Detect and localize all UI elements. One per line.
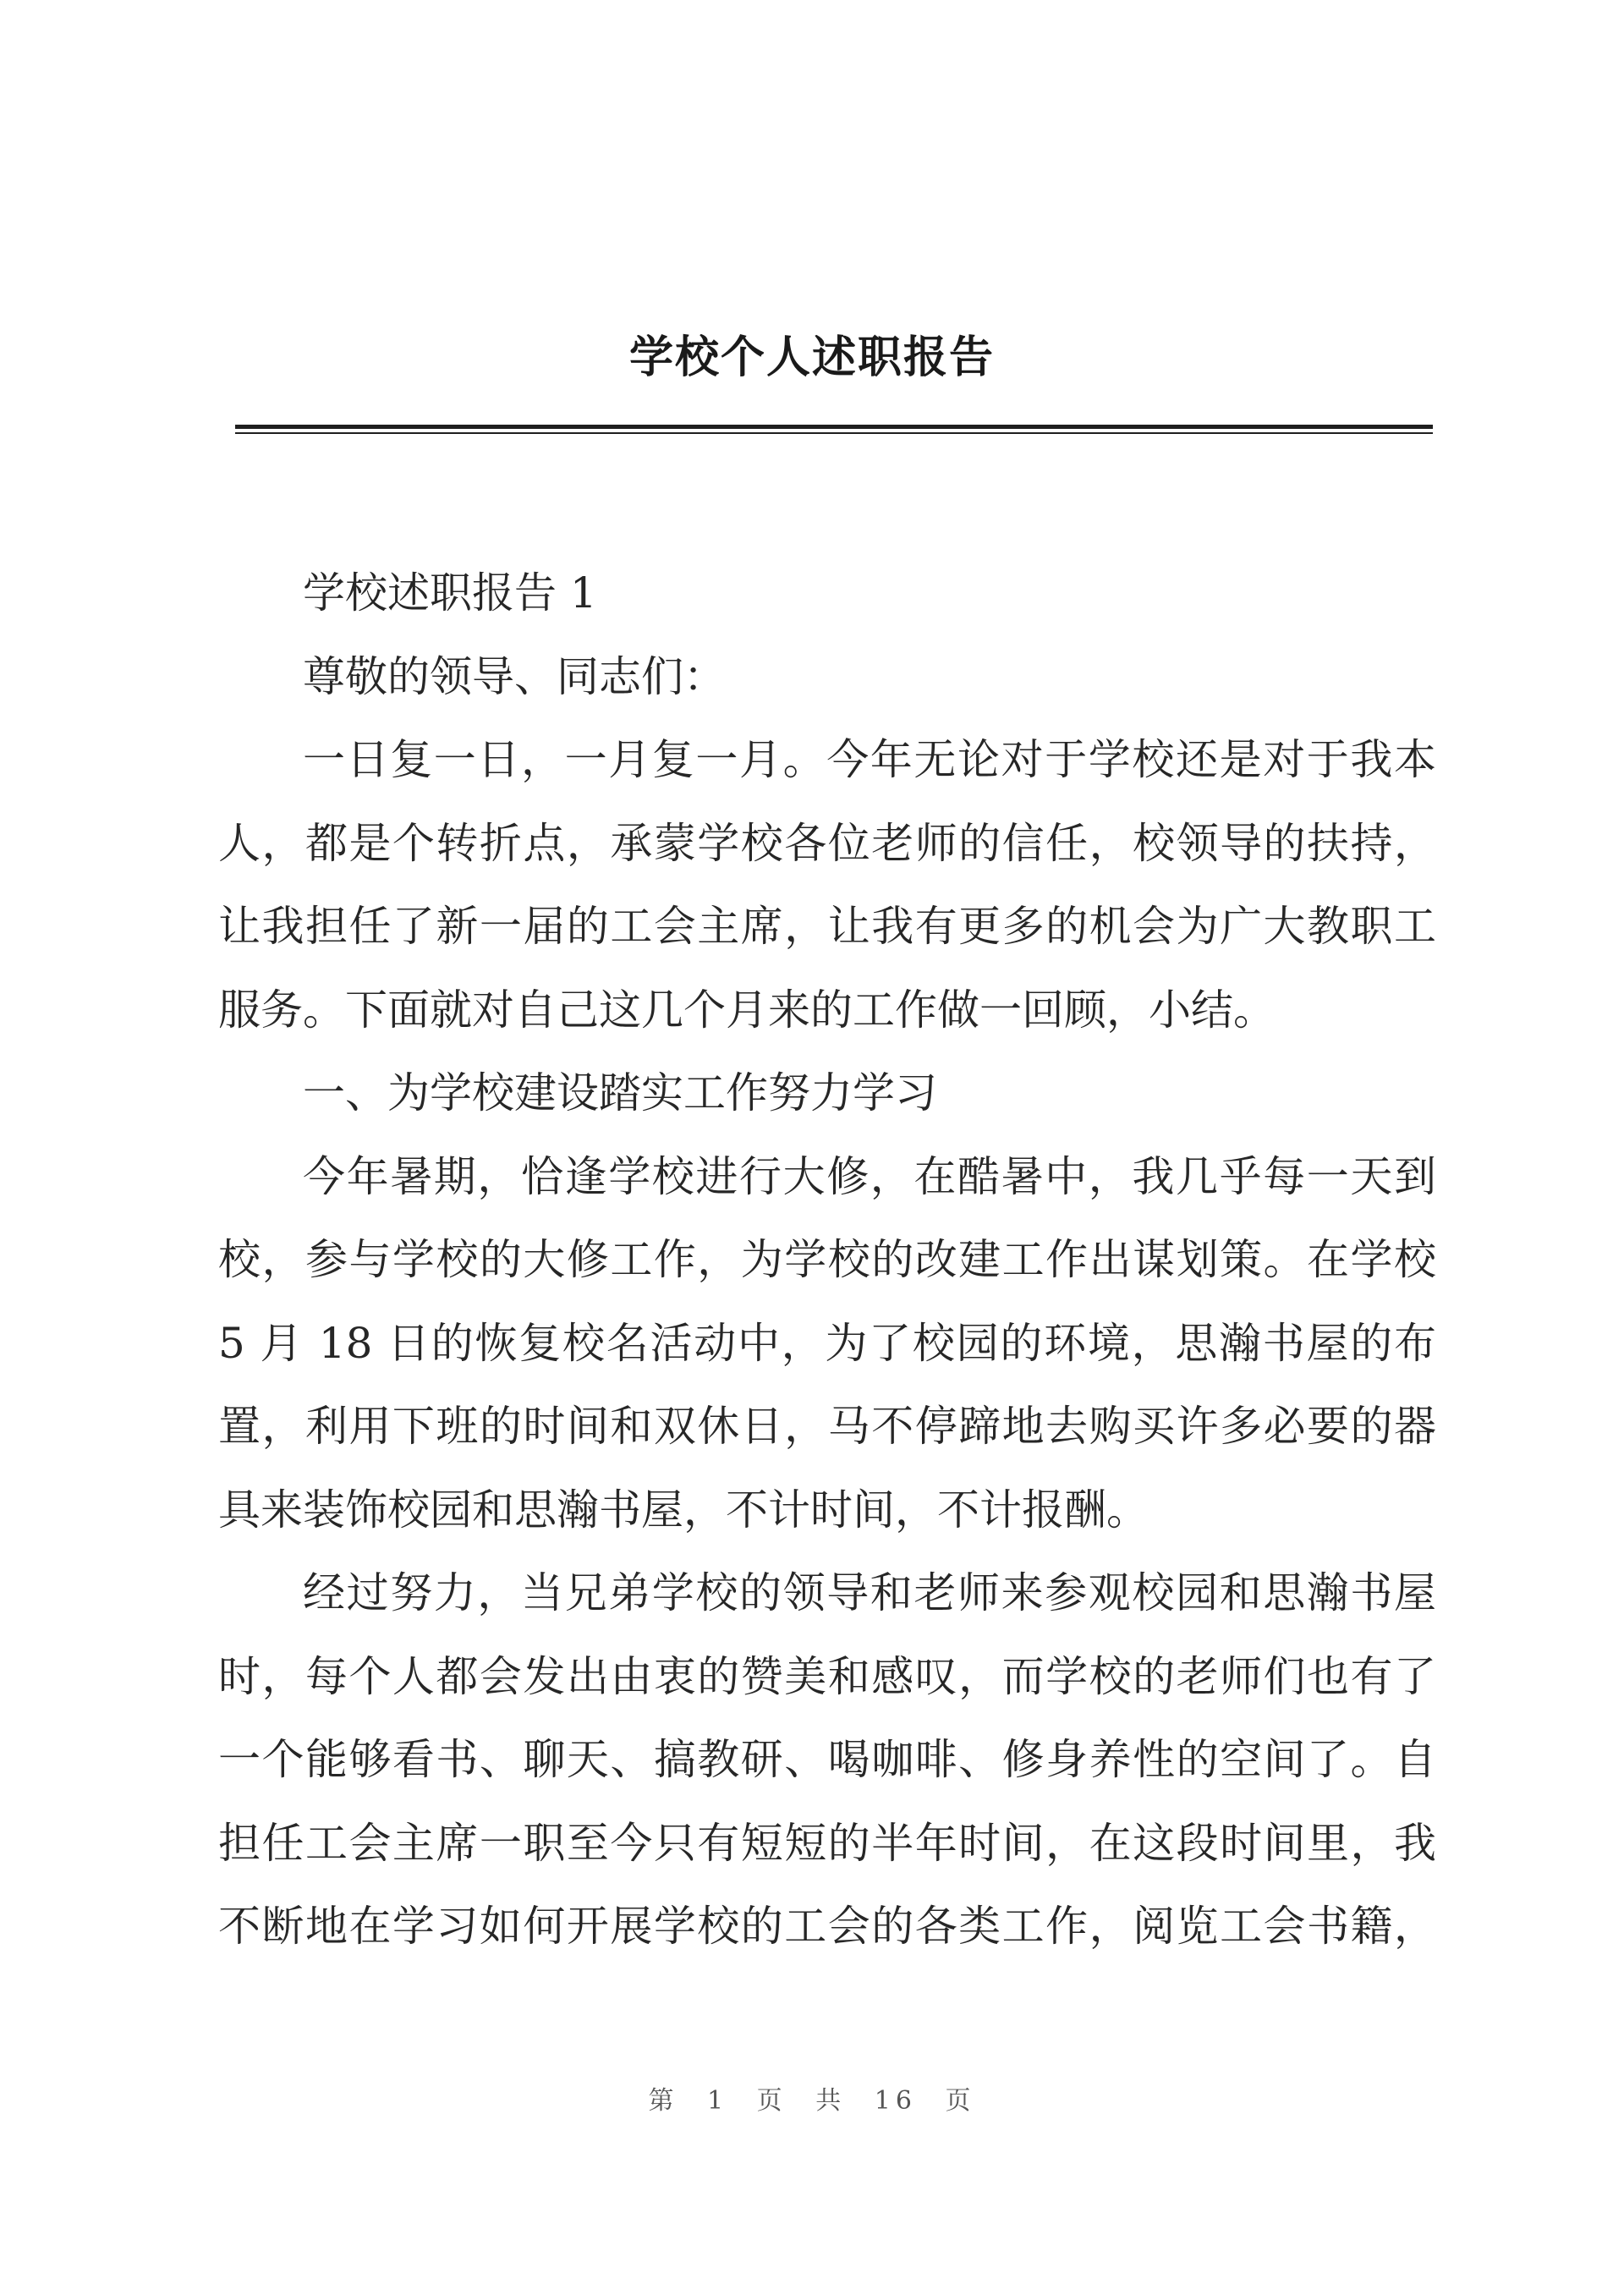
page-footer: 第 1 页 共 16 页	[648, 2086, 976, 2116]
title-underline-thin	[235, 432, 1433, 434]
section-heading: 学校述职报告 1	[303, 568, 597, 618]
salutation: 尊敬的领导、同志们：	[303, 651, 726, 701]
paragraph-line: 不断地在学习如何开展学校的工会的各类工作，阅览工会书籍，	[218, 1902, 1436, 1951]
paragraph-line: 时，每个人都会发出由衷的赞美和感叹，而学校的老师们也有了	[218, 1651, 1436, 1701]
paragraph-line: 校，参与学校的大修工作，为学校的改建工作出谋划策。在学校	[218, 1235, 1436, 1284]
paragraph-line: 一日复一日，一月复一月。今年无论对于学校还是对于我本	[303, 735, 1436, 784]
document-body	[218, 552, 1436, 1968]
paragraph-line: 今年暑期，恰逢学校进行大修，在酷暑中，我几乎每一天到	[303, 1151, 1436, 1201]
paragraph-line: 置，利用下班的时间和双休日，马不停蹄地去购买许多必要的器	[218, 1402, 1436, 1451]
paragraph-line: 具来装饰校园和思瀚书屋，不计时间，不计报酬。	[218, 1485, 1149, 1535]
subsection-heading: 一、为学校建设踏实工作努力学习	[303, 1068, 937, 1117]
paragraph-line: 一个能够看书、聊天、搞教研、喝咖啡、修身养性的空间了。自	[218, 1735, 1436, 1784]
title-underline-thick	[235, 425, 1433, 429]
paragraph-line: 服务。下面就对自己这几个月来的工作做一回顾，小结。	[218, 985, 1276, 1035]
paragraph-line: 人，都是个转折点，承蒙学校各位老师的信任，校领导的扶持，	[218, 818, 1436, 868]
paragraph-line: 让我担任了新一届的工会主席，让我有更多的机会为广大教职工	[218, 902, 1436, 951]
paragraph-line: 经过努力，当兄弟学校的领导和老师来参观校园和思瀚书屋	[303, 1568, 1436, 1617]
paragraph-line: 5 月 18 日的恢复校名活动中，为了校园的环境，思瀚书屋的布	[218, 1318, 1436, 1368]
paragraph-line: 担任工会主席一职至今只有短短的半年时间，在这段时间里，我	[218, 1818, 1436, 1868]
document-title: 学校个人述职报告	[628, 332, 995, 383]
